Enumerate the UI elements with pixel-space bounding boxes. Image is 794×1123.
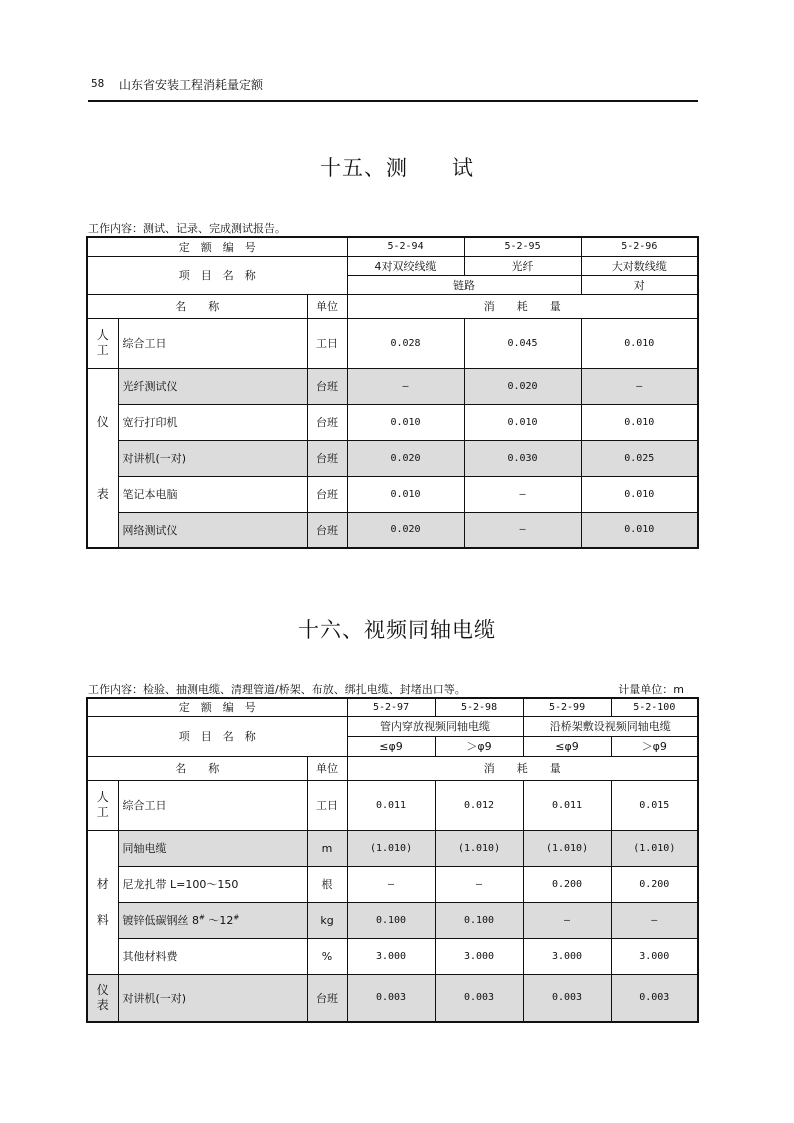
unit-label: 单位	[307, 294, 347, 318]
row-value: 0.200	[611, 866, 698, 902]
row-value: 0.010	[347, 476, 464, 512]
table-row	[87, 938, 698, 974]
book-title: 山东省安装工程消耗量定额	[119, 78, 264, 92]
row-value: 0.015	[611, 780, 698, 830]
row-name: 宽行打印机	[118, 404, 307, 440]
row-value: (1.010)	[435, 830, 523, 866]
row-value: 0.025	[581, 440, 698, 476]
item-name: 光纤	[464, 256, 581, 275]
row-value: 3.000	[435, 938, 523, 974]
row-value: —	[347, 866, 435, 902]
quota-code: 5-2-99	[523, 698, 611, 716]
category-label: 仪表	[87, 974, 118, 1022]
row-unit: %	[307, 938, 347, 974]
row-name: 笔记本电脑	[118, 476, 307, 512]
sub-unit: 链路	[347, 275, 581, 294]
row-value: 0.011	[523, 780, 611, 830]
row-name: 镀锌低碳钢丝 8# ～12#	[118, 902, 307, 938]
row-value: 0.003	[523, 974, 611, 1022]
row-unit: kg	[307, 902, 347, 938]
row-value: 0.020	[347, 512, 464, 548]
row-value: 0.100	[435, 902, 523, 938]
category-label: 人工	[87, 780, 118, 830]
row-name: 对讲机(一对)	[118, 974, 307, 1022]
row-value: 0.003	[347, 974, 435, 1022]
spec: ＞φ9	[611, 736, 698, 756]
row-value: 0.028	[347, 318, 464, 368]
quota-code: 5-2-98	[435, 698, 523, 716]
table-row	[87, 440, 698, 476]
section2-work-content: 工作内容：检验、抽测电缆、清理管道/桥架、布放、绑扎电缆、封堵出口等。	[88, 683, 466, 696]
section1-title: 十五、测 试	[320, 156, 474, 180]
row-value: 0.010	[581, 404, 698, 440]
row-name: 对讲机(一对)	[118, 440, 307, 476]
category-label: 人工	[87, 318, 118, 368]
row-unit: 工日	[307, 318, 347, 368]
row-value: (1.010)	[523, 830, 611, 866]
consumption-label: 消 耗 量	[347, 756, 698, 780]
table-row	[87, 318, 698, 368]
row-value: —	[347, 368, 464, 404]
spec: ≤φ9	[523, 736, 611, 756]
table-row	[87, 368, 698, 404]
row-value: 0.010	[581, 476, 698, 512]
quota-code: 5-2-94	[347, 237, 464, 256]
row-unit: 台班	[307, 368, 347, 404]
table-row	[87, 404, 698, 440]
section1-table	[86, 236, 699, 549]
name-label: 名 称	[87, 756, 307, 780]
row-value: 0.003	[611, 974, 698, 1022]
row-value: 0.020	[464, 368, 581, 404]
row-name: 网络测试仪	[118, 512, 307, 548]
quota-code: 5-2-97	[347, 698, 435, 716]
row-value: 0.010	[347, 404, 464, 440]
spec: ≤φ9	[347, 736, 435, 756]
row-unit: 根	[307, 866, 347, 902]
table-row	[87, 512, 698, 548]
row-name: 其他材料费	[118, 938, 307, 974]
row-value: —	[464, 512, 581, 548]
row-value: (1.010)	[611, 830, 698, 866]
row-value: 0.010	[581, 318, 698, 368]
unit-label: 单位	[307, 756, 347, 780]
row-value: 3.000	[347, 938, 435, 974]
row-name: 光纤测试仪	[118, 368, 307, 404]
item-name: 管内穿放视频同轴电缆	[347, 716, 523, 736]
quota-code: 5-2-96	[581, 237, 698, 256]
row-value: 0.010	[581, 512, 698, 548]
row-value: —	[435, 866, 523, 902]
row-value: —	[611, 902, 698, 938]
row-unit: m	[307, 830, 347, 866]
section2-table	[86, 697, 699, 1023]
item-name-label: 项 目 名 称	[87, 256, 347, 294]
row-value: 0.010	[464, 404, 581, 440]
category-label: 材料	[87, 830, 118, 974]
row-value: (1.010)	[347, 830, 435, 866]
quota-no-label: 定 额 编 号	[87, 698, 347, 716]
row-name: 综合工日	[118, 318, 307, 368]
row-value: 0.012	[435, 780, 523, 830]
table-row	[87, 830, 698, 866]
row-value: 0.011	[347, 780, 435, 830]
item-name: 4对双绞线缆	[347, 256, 464, 275]
row-value: 0.200	[523, 866, 611, 902]
quota-code: 5-2-95	[464, 237, 581, 256]
page-header	[88, 74, 698, 102]
row-unit: 台班	[307, 476, 347, 512]
name-label: 名 称	[87, 294, 307, 318]
row-unit: 台班	[307, 440, 347, 476]
category-label: 仪表	[87, 368, 118, 548]
row-value: —	[464, 476, 581, 512]
page-number: 58	[91, 77, 105, 90]
row-name: 尼龙扎带 L=100～150	[118, 866, 307, 902]
row-value: —	[581, 368, 698, 404]
row-value: 0.003	[435, 974, 523, 1022]
row-value: —	[523, 902, 611, 938]
row-value: 0.045	[464, 318, 581, 368]
table-row	[87, 780, 698, 830]
table-row	[87, 974, 698, 1022]
table-row	[87, 902, 698, 938]
row-name: 同轴电缆	[118, 830, 307, 866]
row-name: 综合工日	[118, 780, 307, 830]
quota-code: 5-2-100	[611, 698, 698, 716]
row-value: 0.020	[347, 440, 464, 476]
row-value: 0.100	[347, 902, 435, 938]
section1-work-content: 工作内容：测试、记录、完成测试报告。	[88, 222, 286, 235]
row-unit: 台班	[307, 512, 347, 548]
consumption-label: 消 耗 量	[347, 294, 698, 318]
row-value: 3.000	[523, 938, 611, 974]
measure-unit: 计量单位：m	[618, 683, 684, 696]
sub-unit: 对	[581, 275, 698, 294]
item-name: 大对数线缆	[581, 256, 698, 275]
table-row	[87, 476, 698, 512]
row-value: 0.030	[464, 440, 581, 476]
row-unit: 台班	[307, 404, 347, 440]
section2-title: 十六、视频同轴电缆	[298, 618, 496, 642]
spec: ＞φ9	[435, 736, 523, 756]
row-value: 3.000	[611, 938, 698, 974]
quota-no-label: 定 额 编 号	[87, 237, 347, 256]
row-unit: 台班	[307, 974, 347, 1022]
table-row	[87, 866, 698, 902]
item-name: 沿桥架敷设视频同轴电缆	[523, 716, 698, 736]
item-name-label: 项 目 名 称	[87, 716, 347, 756]
row-unit: 工日	[307, 780, 347, 830]
